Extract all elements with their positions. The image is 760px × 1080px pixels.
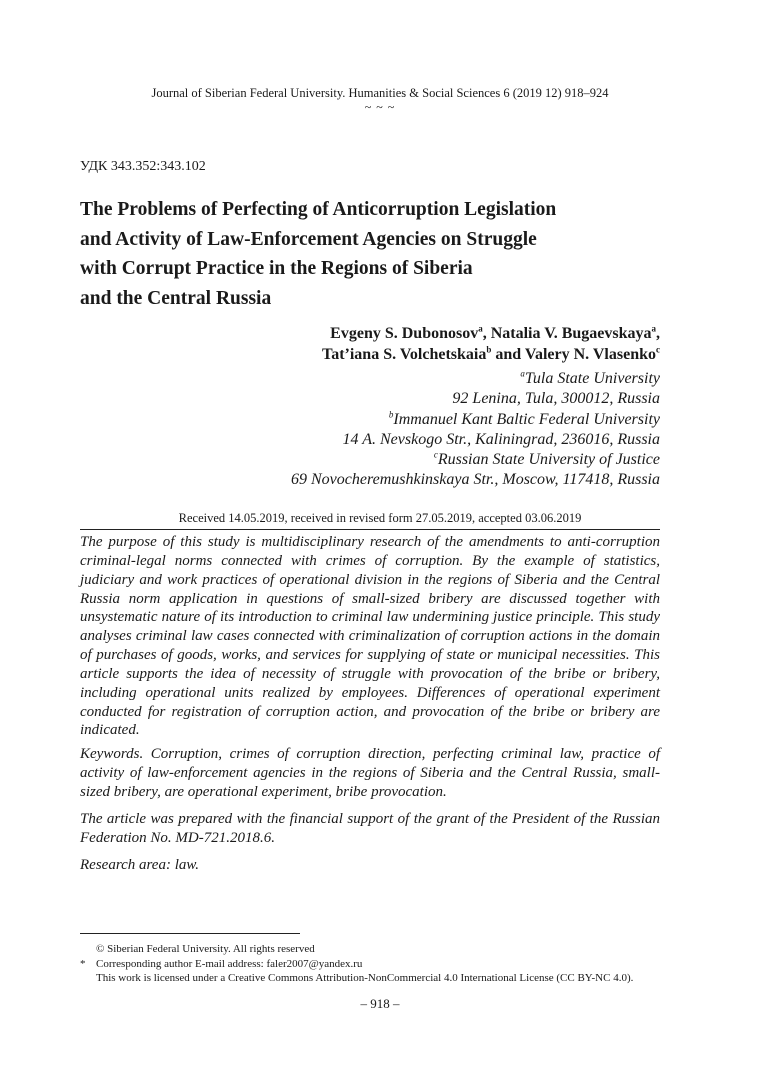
- abstract-divider: [80, 529, 660, 530]
- journal-header: Journal of Siberian Federal University. Humanities & Social Sciences 6 (2019 12) 918–924: [151, 86, 609, 100]
- keywords: Keywords. Corruption, crimes of corruption direction, perfecting criminal law, practice of activity of law-enforcement agencies in the regions of Siberia and the Central Russia, small-sized bribery, are operational experiment, bribe provocation.: [80, 746, 660, 800]
- affiliation-name: $^b$Immanuel Kant Baltic Federal University: [388, 409, 660, 428]
- article-title: [80, 195, 680, 313]
- affiliation-address: 69 Novocheremushkinskaya Str., Moscow, 117418, Russia: [291, 471, 660, 489]
- author-name: Natalia V. Bugaevskaya: [490, 325, 652, 342]
- author-separator: ,: [482, 325, 491, 342]
- author-affil-mark: a: [651, 323, 656, 334]
- author-affil-mark: a: [478, 323, 483, 334]
- udk-code: УДК 343.352:343.102: [80, 159, 206, 174]
- affiliation-name: $^c$Russian State University of Justice: [433, 449, 660, 469]
- footnote-corresponding: * Corresponding author E-mail address: faler2007@yandex.ru: [80, 957, 363, 970]
- author-separator: and: [491, 346, 525, 363]
- header-ornament: ~ ~ ~: [364, 100, 396, 114]
- abstract: The purpose of this study is multidisciplinary research of the amendments to anti-corruption criminal-legal norms connected with crimes of corruption. By the example of statistics, judiciary and work practices of operational division in the regions of Siberia and the Central Russia norm application in questions of small-sized bribery are discussed together with unsystematic nature of its introduction to criminal law undermining justice principle. This study analyses criminal law cases connected with criminalization of corruption actions in the domain of purchases of goods, works, and services for supplying of state or municipal necessities. This article supports the idea of necessity of struggle with provocation of the bribe or bribery, including operational units realized by employees. Differences of operational experiment conducted for registration of corruption action, and provocation of the bribe or bribery are indicated.: [80, 534, 660, 739]
- author-name: Tat’iana S. Volchetskaia: [322, 346, 487, 363]
- affiliation-name: $^a$Tula State University: [520, 368, 660, 387]
- author-separator: ,: [656, 325, 660, 342]
- author-name: Valery N. Vlasenko: [524, 346, 656, 363]
- title-line: and Activity of Law-Enforcement Agencies on Struggle: [80, 228, 537, 250]
- title-line: The Problems of Perfecting of Anticorruption Legislation: [80, 199, 557, 220]
- footnotes: [80, 942, 633, 986]
- author-affil-mark: b: [486, 344, 492, 355]
- footnote-license: This work is licensed under a Creative Commons Attribution-NonCommercial 4.0 International License (CC BY-NC 4.0).: [96, 972, 634, 985]
- funding-note: The article was prepared with the financial support of the grant of the President of the Russian Federation No. MD-721.2018.6.: [80, 811, 660, 846]
- received-dates: Received 14.05.2019, received in revised form 27.05.2019, accepted 03.06.2019: [178, 511, 582, 525]
- title-line: and the Central Russia: [80, 287, 272, 309]
- footnote-divider: [80, 933, 300, 934]
- page-number: – 918 –: [360, 996, 400, 1011]
- title-line: with Corrupt Practice in the Regions of Siberia: [80, 258, 473, 279]
- footnote-copyright: © Siberian Federal University. All rights reserved: [96, 943, 315, 955]
- author-affil-mark: c: [656, 344, 660, 355]
- research-area: Research area: law.: [80, 857, 199, 873]
- affiliation-list: [291, 369, 660, 491]
- author-list: [322, 323, 660, 365]
- affiliation-address: 14 A. Nevskogo Str., Kaliningrad, 236016, Russia: [342, 430, 660, 448]
- author-name: Evgeny S. Dubonosov: [330, 325, 479, 342]
- affiliation-address: 92 Lenina, Tula, 300012, Russia: [452, 390, 660, 408]
- footnote-asterisk: *: [80, 957, 86, 970]
